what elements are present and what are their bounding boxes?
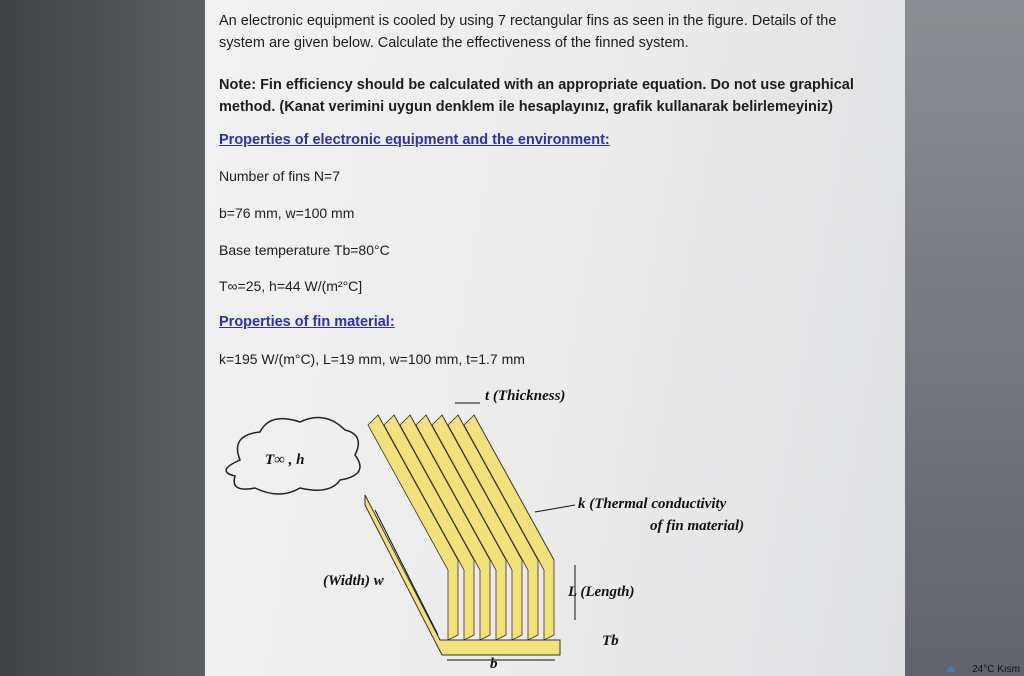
b-w-values: b=76 mm, w=100 mm [219, 205, 355, 221]
taskbar-weather[interactable] [947, 664, 1020, 675]
note-line: method. (Kanat verimini uygun denklem ile hesaplayınız, grafik kullanarak belirlemeyiniz) [219, 99, 834, 115]
material-values: k=195 W/(m°C), L=19 mm, w=100 mm, t=1.7 mm [219, 351, 525, 367]
length-label: L (Length) [568, 584, 635, 600]
weather-temp: 24°C [972, 664, 995, 675]
base-temperature: Base temperature Tb=80°C [219, 242, 390, 258]
ambient-label: T∞ , h [265, 452, 305, 468]
document-page [205, 0, 905, 676]
background-right [905, 0, 1024, 676]
ambient-values: T∞=25, h=44 W/(m²°C] [219, 278, 363, 294]
heading-material: Properties of fin material: [219, 314, 395, 330]
intro-line: system are given below. Calculate the effectiveness of the finned system. [219, 35, 689, 51]
intro-line: An electronic equipment is cooled by using 7 rectangular fins as seen in the figure. Details of the [219, 13, 837, 29]
weather-icon [947, 667, 955, 672]
width-label: (Width) w [323, 573, 384, 589]
problem-intro [219, 10, 836, 54]
background-left [0, 0, 205, 676]
note-line: Note: Fin efficiency should be calculated with an appropriate equation. Do not use graphical [219, 77, 854, 93]
k-label-1: k (Thermal conductivity [578, 496, 727, 512]
tb-label: Tb [602, 633, 619, 649]
num-fins: Number of fins N=7 [219, 168, 340, 184]
thickness-label: t (Thickness) [485, 388, 566, 404]
heading-equipment: Properties of electronic equipment and the environment: [219, 132, 610, 148]
fins [368, 415, 554, 640]
b-label: b [490, 656, 498, 672]
problem-note [219, 74, 854, 118]
weather-location: Kısm [997, 664, 1020, 675]
k-label-2: of fin material) [650, 518, 745, 534]
fin-figure [205, 380, 905, 676]
